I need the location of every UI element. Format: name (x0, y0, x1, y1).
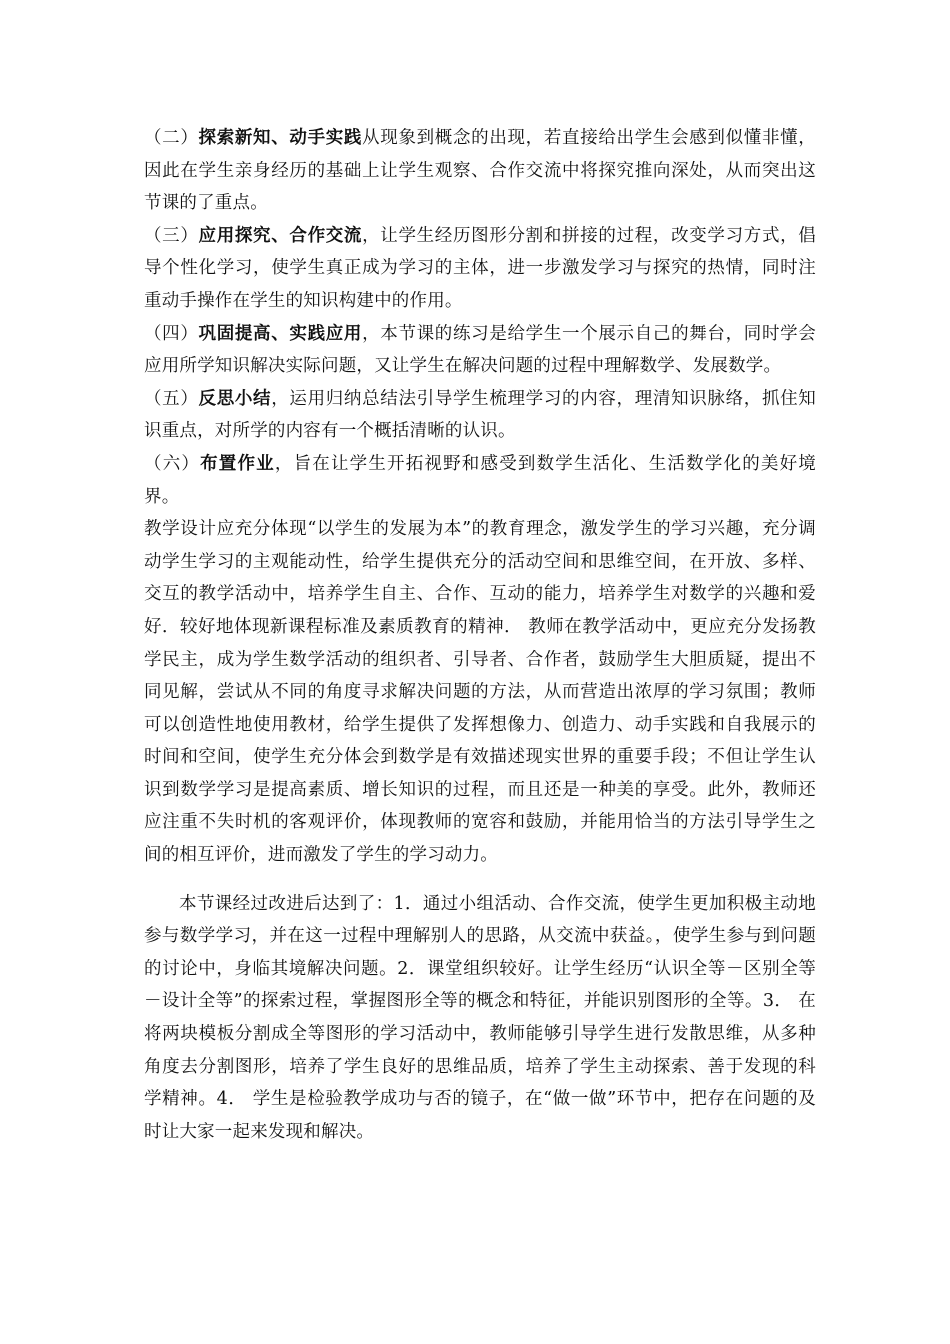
section-prefix: （六） (144, 453, 201, 474)
section-prefix: （四） (144, 323, 199, 344)
section-body: ，本节课的练习是给学生一个展示自己的舞台，同时学会应用所学知识解决实际问题，又让学生在解决问题的过程中理解数学、发展数学。 (144, 323, 816, 377)
section-summary (144, 383, 816, 448)
section-body: ，运用归纳总结法引导学生梳理学习的内容，理清知识脉络，抓住知识重点，对所学的内容有一个概括清晰的认识。 (144, 388, 816, 442)
section-homework (144, 448, 816, 513)
section-prefix: （五） (144, 388, 199, 409)
section-consolidate (144, 318, 816, 383)
section-heading: 布置作业 (200, 453, 275, 474)
section-prefix: （二） (144, 128, 199, 148)
section-heading: 巩固提高、实践应用 (198, 323, 363, 344)
section-apply (144, 220, 816, 318)
section-prefix: （三） (144, 225, 199, 246)
section-explore (144, 122, 816, 220)
design-paragraph: 教学设计应充分体现“以学生的发展为本”的教育理念，激发学生的学习兴趣，充分调动学生学习的主观能动性，给学生提供充分的活动空间和思维空间，在开放、多样、交互的教学活动中，培养学生自主、合作、互动的能力，培养学生对数学的兴趣和爱好．较好地体现新课程标准及素质教育的精神． 教师在教学活动中，更应充分发扬教学民主，成为学生数学活动的组织者、引导者、合作者，鼓励学生大胆质疑，提出不同见解，尝试从不同的角度寻求解决问题的方法，从而营造出浓厚的学习氛围；教师可以创造性地使用教材，给学生提供了发挥想像力、创造力、动手实践和自我展示的时间和空间，使学生充分体会到数学是有效描述现实世界的重要手段；不但让学生认识到数学学习是提高素质、增长知识的过程，而且还是一种美的享受。此外，教师还应注重不失时机的客观评价，体现教师的宽容和鼓励，并能用恰当的方法引导学生之间的相互评价，进而激发了学生的学习动力。 (144, 519, 816, 866)
section-body: ，让学生经历图形分割和拼接的过程，改变学习方式，倡导个性化学习，使学生真正成为学习的主体，进一步激发学习与探究的热情，同时注重动手操作在学生的知识构建中的作用。 (144, 225, 816, 311)
result-paragraph: 本节课经过改进后达到了：1．通过小组活动、合作交流，使学生更加积极主动地参与数学学习，并在这一过程中理解别人的思路，从交流中获益。，使学生参与到问题的讨论中，身临其境解决问题。2．课堂组织较好。让学生经历“认识全等－区别全等－设计全等”的探索过程，掌握图形全等的概念和特征，并能识别图形的全等。3． 在将两块模板分割成全等图形的学习活动中，教师能够引导学生进行发散思维，从多种角度去分割图形，培养了学生良好的思维品质，培养了学生主动探索、善于发现的科学精神。4． 学生是检验教学成功与否的镜子，在“做一做”环节中，把存在问题的及时让大家一起来发现和解决。 (144, 893, 816, 1142)
section-heading: 探索新知、动手实践 (198, 128, 363, 148)
document-page (144, 122, 816, 1148)
section-heading: 应用探究、合作交流 (198, 225, 363, 246)
section-body: ，旨在让学生开拓视野和感受到数学生活化、生活数学化的美好境界。 (144, 453, 816, 507)
section-heading: 反思小结 (198, 388, 272, 409)
section-body: 从现象到概念的出现，若直接给出学生会感到似懂非懂，因此在学生亲身经历的基础上让学生观察、合作交流中将探究推向深处，从而突出这节课的了重点。 (144, 128, 816, 214)
